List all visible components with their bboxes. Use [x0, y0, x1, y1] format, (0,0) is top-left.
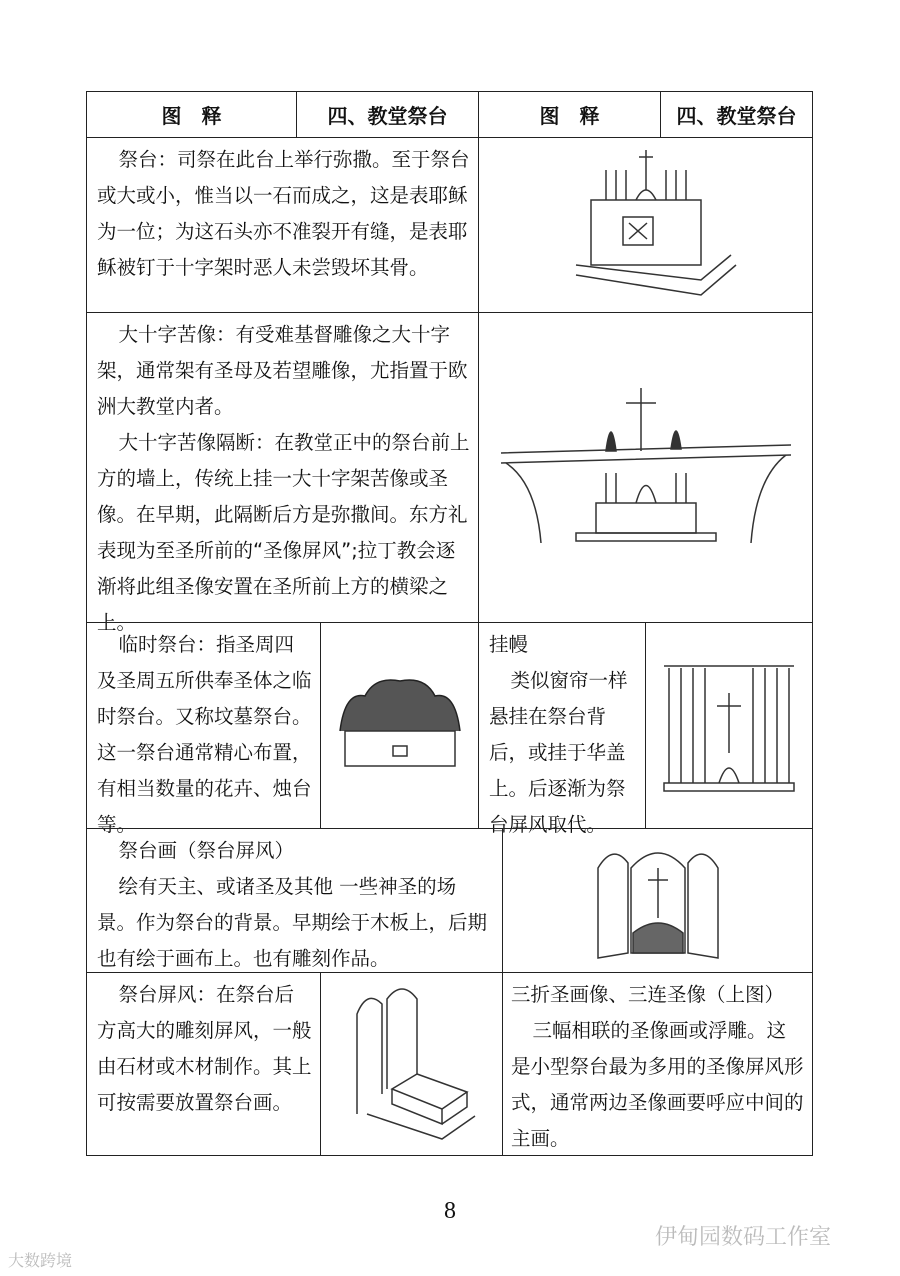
altar-drawing — [551, 145, 741, 305]
header-section-left: 四、教堂祭台 — [296, 91, 479, 138]
curtain-description — [478, 622, 646, 836]
sepulchre-altar-drawing — [335, 671, 465, 781]
curtain-drawing — [659, 658, 799, 793]
triptych-description — [502, 972, 813, 1156]
header-section-right: 四、教堂祭台 — [660, 91, 813, 138]
crucifix-text: 大十字苦像：有受难基督雕像之大十字架，通常架有圣母及若望雕像，尤指置于欧洲大教堂内者。 — [97, 323, 468, 418]
altarpiece-description — [86, 828, 503, 973]
rood-screen-text: 大十字苦像隔断：在教堂正中的祭台前上方的墙上，传统上挂一大十字架苦像或圣像。在早期，此隔断后方是弥撒间。东方礼表现为至圣所前的“圣像屏风”;拉丁教会逐渐将此组圣像安置在圣所前上方的横梁之上。 — [97, 431, 470, 634]
altarpiece-title: 祭台画（祭台屏风） — [118, 839, 294, 862]
crucifix-description — [86, 312, 479, 634]
altar-text: 祭台：司祭在此台上举行弥撒。至于祭台或大或小，惟当以一石而成之，这是表耶稣为一位；为这石头亦不准裂开有缝，是表耶稣被钉于十字架时恶人未尝毁坏其骨。 — [97, 148, 470, 279]
watermark-wechat: 伊甸园数码工作室 — [655, 1225, 832, 1250]
header-caption-right: 图 释 — [478, 91, 661, 138]
altar-description — [86, 137, 479, 313]
triptych-drawing — [593, 838, 723, 963]
reredos-drawing — [347, 984, 477, 1144]
header-caption-left: 图 释 — [86, 91, 297, 138]
reredos-illustration — [320, 972, 503, 1156]
curtain-text: 类似窗帘一样悬挂在祭台背后，或挂于华盖上。后逐渐为祭台屏风取代。 — [489, 669, 628, 836]
altar-illustration — [478, 137, 813, 313]
triptych-text: 三幅相联的圣像画或浮雕。这是小型祭台最为多用的圣像屏风形式，通常两边圣像画要呼应中间的主画。 — [511, 1019, 804, 1150]
temporary-altar-illustration — [320, 622, 479, 829]
reredos-text: 祭台屏风：在祭台后方高大的雕刻屏风，一般由石材或木材制作。其上可按需要放置祭台画。 — [97, 983, 312, 1114]
rood-screen-drawing — [496, 383, 796, 553]
curtain-title: 挂幔 — [489, 633, 529, 656]
triptych-title: 三折圣画像、三连圣像（上图） — [511, 983, 785, 1006]
reredos-description — [86, 972, 321, 1156]
watermark-logo: 大数跨境 — [8, 1251, 73, 1270]
crucifix-illustration — [478, 312, 813, 623]
temporary-altar-description — [86, 622, 321, 836]
triptych-illustration — [502, 828, 813, 973]
curtain-illustration — [645, 622, 813, 829]
temporary-altar-text: 临时祭台：指圣周四及圣周五所供奉圣体之临时祭台。又称坟墓祭台。这一祭台通常精心布置，有相当数量的花卉、烛台等。 — [97, 633, 312, 836]
page-number: 8 — [444, 1198, 456, 1224]
altarpiece-text: 绘有天主、或诸圣及其他 一些神圣的场景。作为祭台的背景。早期绘于木板上，后期也有绘于画布上。也有雕刻作品。 — [97, 875, 488, 970]
